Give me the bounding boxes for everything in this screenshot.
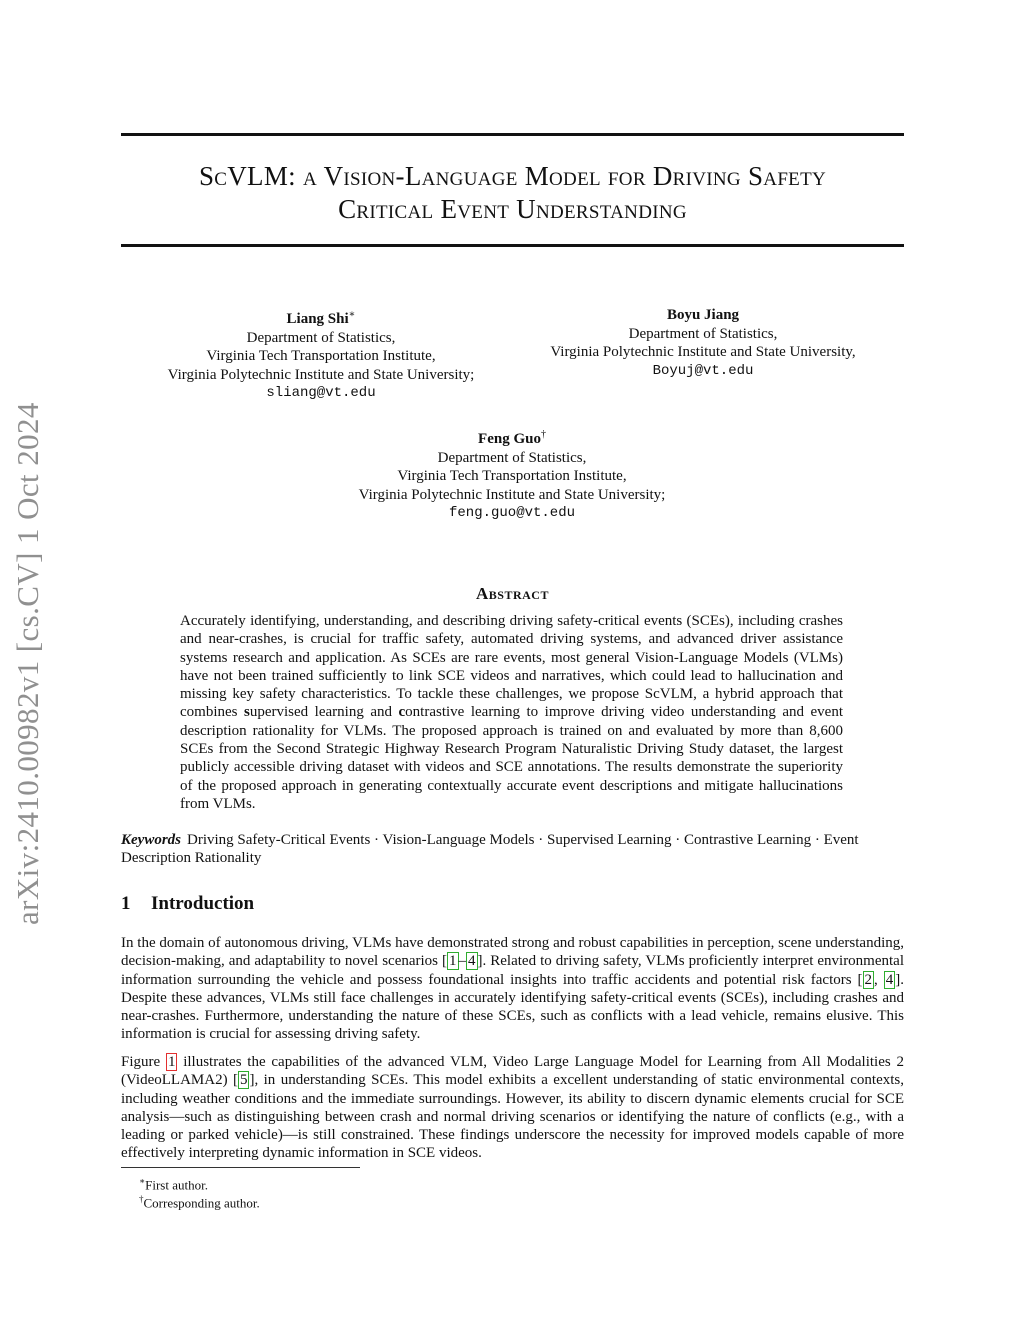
abstract-heading: Abstract [476,584,549,603]
title-line-2: Critical Event Understanding [338,194,687,224]
footnote-1: ∗First author. [139,1176,208,1193]
author-block-2 [523,306,883,380]
citation-link[interactable]: 5 [239,1072,248,1089]
figure-link[interactable]: 1 [167,1054,176,1070]
author-mark: ∗ [348,309,356,320]
citation-link[interactable]: 1 [449,953,457,970]
title-top-rule [121,133,904,136]
paper-title [121,160,904,226]
citation-link[interactable]: 4 [885,971,894,988]
author-email[interactable]: sliang@vt.edu [266,385,376,401]
arxiv-watermark: arXiv:2410.00982v1 [cs.CV] 1 Oct 2024 [10,402,45,925]
author-affiliation: Department of Statistics, [246,329,396,346]
author-mark: † [540,429,546,440]
title-bottom-rule [121,244,904,247]
author-email[interactable]: Boyuj@vt.edu [652,362,754,379]
author-affiliation: Virginia Polytechnic Institute and State University; [358,486,666,503]
author-affiliation: Department of Statistics, [437,449,587,466]
author-affiliation: Department of Statistics, [628,325,778,342]
author-email[interactable]: feng.guo@vt.edu [448,505,576,521]
author-affiliation: Virginia Tech Transportation Institute, [206,348,436,364]
author-name: Boyu Jiang [666,307,740,323]
intro-paragraph-2: Figure 1 illustrates the capabilities of the advanced VLM, Video Large Language Model for Learning from All Modalities 2 (VideoLLAMA2) [ 5 ], in understanding SCEs. This model exhibits a excellent understanding of static environmental contexts, including weather conditions and the immediate surroundings. However, its ability to discern dynamic elements crucial for SCE analysis—such as distinguishing between crash and normal driving scenarios or identifying the nature of conflicts (e.g., with a leading or parked vehicle)—is still constrained. These findings underscore the necessity for improved models capable of more effectively interpreting dynamic information in SCE videos. [121,1054,904,1162]
author-affiliation: Virginia Polytechnic Institute and State University, [550,344,856,360]
author-name: Liang Shi [286,311,349,327]
title-line-1: ScVLM: a Vision-Language Model for Driving Safety [198,161,827,191]
footnote-2: †Corresponding author. [139,1194,260,1211]
abstract-text: Accurately identifying, understanding, and describing driving safety-critical events (SCEs), including crashes and near-crashes, is crucial for traffic safety, automated driving systems, and advanced driver assistance systems research and application. As SCEs are rare events, most general Vision-Language Models (VLMs) have not been trained sufficiently to link SCE videos and narratives, which could lead to hallucination and missing key safety characteristics. To tackle these challenges, we propose ScVLM, a hybrid approach that combines supervised learning and contrastive learning to improve driving video understanding and event description rationality for VLMs. The proposed approach is trained on and evaluated by more than 8,600 SCEs from the Second Strategic Highway Research Program Naturalistic Driving Study dataset, the largest publicly accessible driving dataset with videos and SCE annotations. The results demonstrate the superiority of the proposed approach in generating contextually accurate event descriptions and mitigate hallucinations from VLMs. [180,613,843,812]
author-block-3 [312,426,712,523]
section-heading: 1 Introduction [121,893,255,914]
author-affiliation: Virginia Polytechnic Institute and State University; [167,366,475,383]
keywords-label: Keywords [121,832,181,848]
intro-paragraph-1: In the domain of autonomous driving, VLMs have demonstrated strong and robust capabilities in perception, scene understanding, decision-making, and adaptability to novel scenarios [ 1 – 4 ]. Related to driving safety, VLMs proficiently interpret environmental information surrounding the vehicle and possess foundational insights into traffic accidents and potential risk factors [ 2 , 4 ]. Despite these advances, VLMs still face challenges in accurately identifying safety-critical events (SCEs), including crashes and near-crashes. Furthermore, understanding the nature of these SCEs, such as conflicts with a lead vehicle, remains elusive. This information is crucial for assessing driving safety. [121,935,905,1043]
citation-link[interactable]: 2 [864,971,873,988]
citation-link[interactable]: 4 [468,953,476,970]
footnote-rule [121,1167,360,1168]
author-name: Feng Guo [478,431,541,447]
author-block-1 [121,306,521,403]
keywords-text: Driving Safety-Critical Events · Vision-Language Models · Supervised Learning · Contrastive Learning · Event Description Rationality [121,832,859,867]
author-affiliation: Virginia Tech Transportation Institute, [397,468,627,484]
keywords [121,831,904,868]
